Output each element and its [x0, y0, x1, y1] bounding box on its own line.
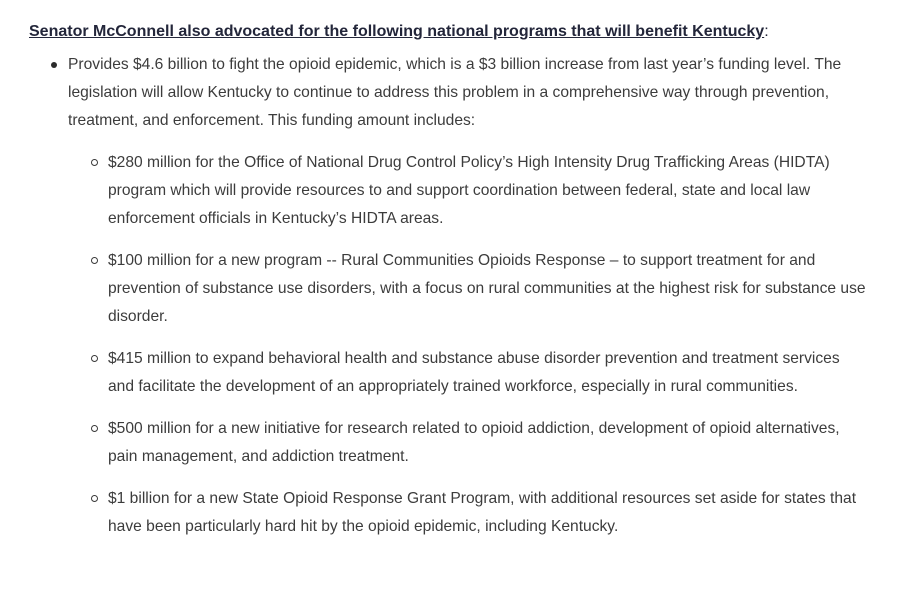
intro-paragraph	[29, 21, 897, 43]
sub-list-item-rural-response	[68, 247, 868, 331]
sub-list-item-research	[68, 415, 868, 471]
sub-list-item-text: $100 million for a new program -- Rural Communities Opioids Response – to support treatment for and prevention of substance use disorders, with a focus on rural communities at the highest risk for substance use disorder.	[108, 252, 866, 325]
sub-list-item-behavioral-health	[68, 345, 868, 401]
funding-breakdown-list	[68, 149, 897, 541]
circle-bullet-icon	[91, 425, 98, 432]
bullet-icon	[51, 62, 57, 68]
funding-list	[29, 51, 897, 541]
intro-link[interactable]: Senator McConnell also advocated for the following national programs that will benefit Kentucky	[29, 23, 765, 40]
intro-suffix: :	[764, 23, 769, 40]
sub-list-item-hidta	[68, 149, 868, 233]
circle-bullet-icon	[91, 159, 98, 166]
sub-list-item-text: $280 million for the Office of National Drug Control Policy’s High Intensity Drug Trafficking Areas (HIDTA) program which will provide resources to and support coordination between federal, state and local law enforcement officials in Kentucky’s HIDTA areas.	[108, 154, 830, 227]
list-item-opioid-funding	[29, 51, 897, 541]
sub-list-item-state-grant	[68, 485, 868, 541]
sub-list-item-text: $415 million to expand behavioral health and substance abuse disorder prevention and treatment services and facilitate the development of an appropriately trained workforce, especially in rural communities.	[108, 350, 840, 395]
list-item-text: Provides $4.6 billion to fight the opioid epidemic, which is a $3 billion increase from last year’s funding level. The legislation will allow Kentucky to continue to address this problem in a comprehensive way through prevention, treatment, and enforcement. This funding amount includes:	[68, 56, 842, 129]
circle-bullet-icon	[91, 495, 98, 502]
circle-bullet-icon	[91, 355, 98, 362]
circle-bullet-icon	[91, 257, 98, 264]
sub-list-item-text: $1 billion for a new State Opioid Response Grant Program, with additional resources set aside for states that have been particularly hard hit by the opioid epidemic, including Kentucky.	[108, 490, 857, 535]
sub-list-item-text: $500 million for a new initiative for research related to opioid addiction, development of opioid alternatives, pain management, and addiction treatment.	[108, 420, 840, 465]
